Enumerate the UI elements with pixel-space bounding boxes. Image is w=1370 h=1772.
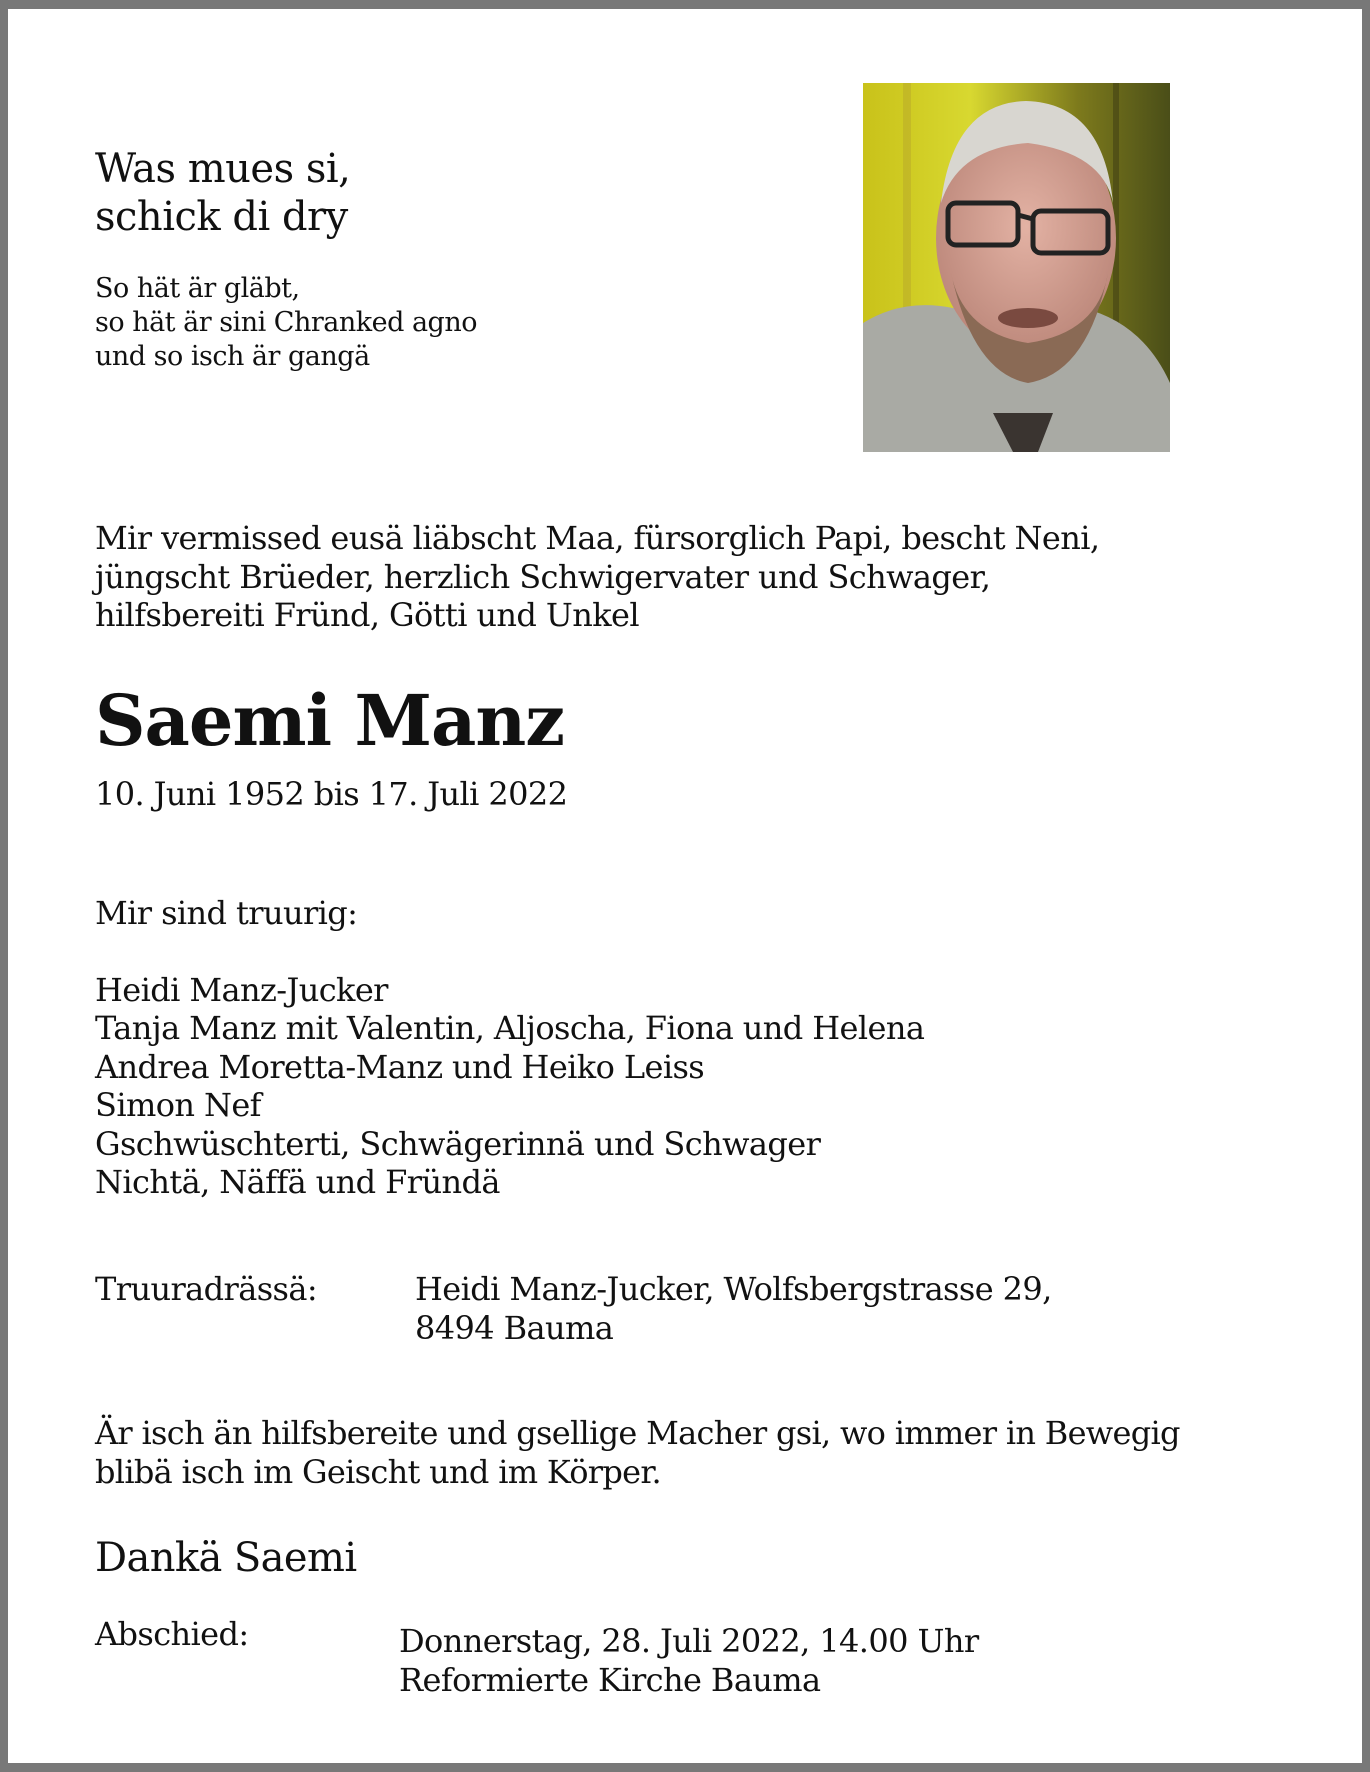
verse-line: und so isch är gangä [95,341,370,372]
deceased-name: Saemi Manz [95,679,564,762]
mourner: Simon Nef [95,1086,261,1125]
farewell-label: Abschied: [95,1615,249,1653]
mourner: Andrea Moretta-Manz und Heiko Leiss [95,1047,705,1086]
tribute-line: blibä isch im Geischt und im Körper. [95,1452,661,1491]
mourner: Gschwüschterti, Schwägerinnä und Schwager [95,1124,821,1163]
portrait-photo [863,83,1170,452]
farewell-line: Reformierte Kirche Bauma [399,1660,821,1699]
obituary-page [8,9,1362,1763]
portrait-image [863,83,1170,452]
address-line: Heidi Manz-Jucker, Wolfsbergstrasse 29, [415,1270,1052,1308]
farewell-line: Donnerstag, 28. Juli 2022, 14.00 Uhr [399,1622,979,1660]
mourner: Nichtä, Näffä und Fründä [95,1163,500,1202]
mourners-list [95,971,924,1201]
intro-text [95,519,1099,635]
motto-line: schick di dry [95,194,348,240]
address-label: Truuradrässä: [95,1270,317,1308]
tribute-line: Är isch än hilfsbereite und gsellige Macher gsi, wo immer in Bewegig [95,1414,1180,1452]
farewell-details [399,1622,979,1699]
life-dates: 10. Juni 1952 bis 17. Juli 2022 [95,775,568,813]
mourners-heading: Mir sind truurig: [95,894,358,932]
thanks-text: Dankä Saemi [95,1535,357,1581]
motto-line: Was mues si, [95,146,351,192]
mourner: Tanja Manz mit Valentin, Aljoscha, Fiona und Helena [95,1009,925,1048]
intro-line: Mir vermissed eusä liäbscht Maa, fürsorglich Papi, bescht Neni, [95,519,1100,557]
intro-line: hilfsbereiti Fründ, Götti und Unkel [95,596,640,634]
tribute-text [95,1414,1180,1491]
verse-line: so hät är sini Chranked agno [95,307,477,338]
verse-line: So hät är gläbt, [95,273,300,304]
address-line: 8494 Bauma [415,1309,614,1347]
verse [95,272,477,374]
intro-line: jüngscht Brüeder, herzlich Schwigervater und Schwager, [95,557,991,596]
address-value [415,1270,1052,1348]
motto [95,145,350,241]
mourner: Heidi Manz-Jucker [95,971,388,1009]
